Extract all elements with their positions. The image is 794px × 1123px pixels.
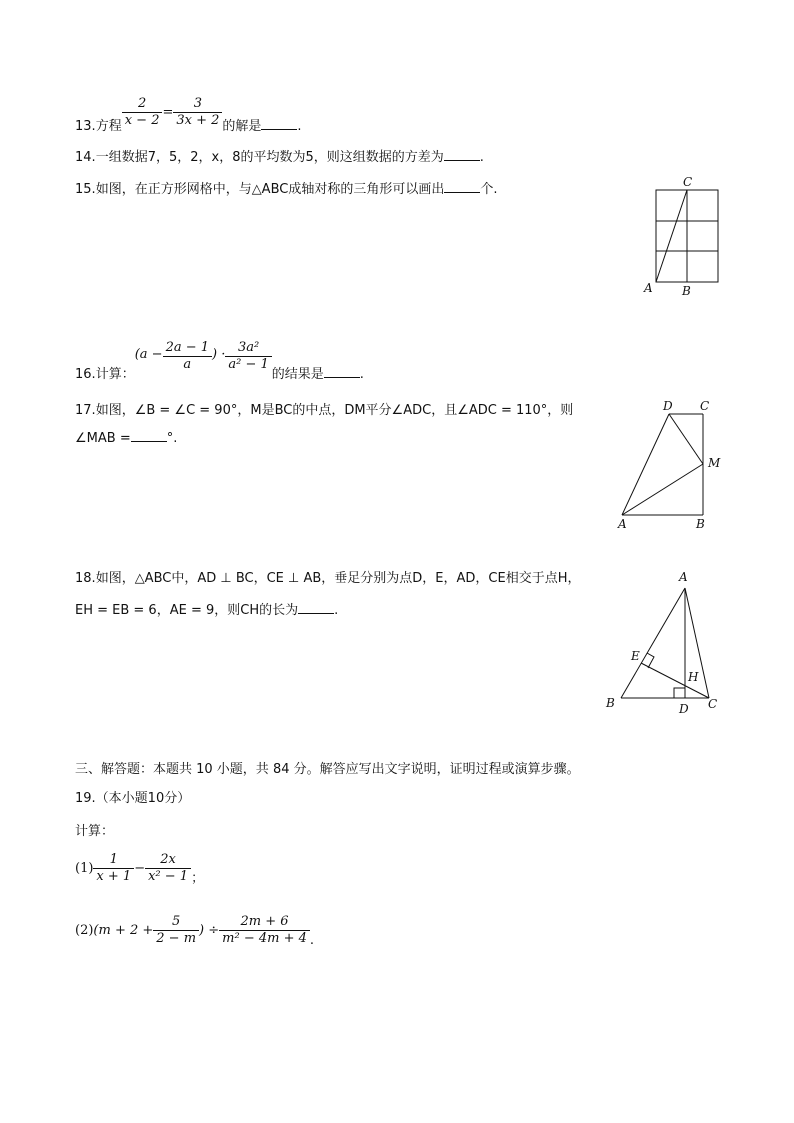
- q17-text-line-1: 如图，∠B = ∠C = 90°，M是BC的中点，DM平分∠ADC，且∠ADC = 110°，则: [95, 403, 574, 418]
- q19-p2-label: (2): [75, 923, 94, 938]
- q16-fraction-2: [225, 340, 271, 373]
- q15-label-b: B: [682, 284, 691, 298]
- q17-answer-blank: [131, 431, 167, 442]
- q18-right-angle-e: [647, 653, 654, 668]
- question-14: [75, 146, 484, 165]
- q18-label-e: E: [631, 649, 640, 663]
- q17-label-m: M: [708, 456, 721, 470]
- q16-answer-blank: [324, 367, 360, 378]
- q18-label-d: D: [679, 702, 689, 716]
- q19-p2-open: (m + 2 +: [93, 923, 154, 938]
- q15-grid-figure: [640, 170, 730, 300]
- question-17-line-1: [75, 399, 573, 418]
- q17-suffix: °.: [166, 431, 178, 446]
- q17-label-a: A: [618, 517, 627, 531]
- q13-number: 13.: [75, 119, 96, 134]
- q18-label-a: A: [679, 570, 688, 584]
- q16-suffix: 的结果是: [271, 367, 324, 382]
- q19-p1-end: ；: [191, 871, 205, 886]
- q19-p1-f2-numerator: 2x: [145, 852, 191, 869]
- q19-header: 19.（本小题10分）: [75, 791, 191, 806]
- q19-p1-fraction-2: [145, 852, 191, 885]
- q19-p1-f1-numerator: 1: [93, 852, 134, 869]
- q16-f2-numerator: 3a²: [225, 340, 271, 357]
- section-3-heading: 三、解答题：本题共 10 小题，共 84 分。解答应写出文字说明，证明过程或演算步骤。: [75, 762, 580, 777]
- q19-p2-f1-denominator: 2 − m: [156, 931, 197, 946]
- q18-text-line-2: EH = EB = 6，AE = 9，则CH的长为: [75, 603, 299, 618]
- q18-label-c: C: [708, 697, 718, 711]
- q19-p2-fraction-2: [219, 914, 310, 947]
- q19-p1-f2-denominator: x² − 1: [148, 869, 189, 884]
- q18-answer-blank: [298, 603, 334, 614]
- q19-p1-f1-denominator: x + 1: [96, 869, 132, 884]
- q13-end: .: [297, 119, 302, 134]
- q15-label-a: A: [644, 281, 653, 295]
- q14-answer-blank: [444, 150, 480, 161]
- q15-text: 如图，在正方形网格中，与△ABC成轴对称的三角形可以画出: [95, 182, 445, 197]
- q19-p2-fraction-1: [153, 914, 199, 947]
- q15-label-c: C: [683, 175, 693, 189]
- q19-p2-f2-denominator: m² − 4m + 4: [222, 931, 307, 946]
- q19-part-2: [75, 914, 314, 947]
- q16-end: .: [359, 367, 364, 382]
- question-13: [75, 96, 302, 134]
- q17-segment-dm: [669, 414, 703, 464]
- q16-f1-numerator: 2a − 1: [163, 340, 212, 357]
- q16-fraction-1: [163, 340, 212, 373]
- q16-paren-close: ) ·: [212, 347, 226, 362]
- q18-right-angle-d: [674, 688, 685, 698]
- q15-segment-ac: [656, 190, 687, 282]
- q14-number: 14.: [75, 150, 96, 165]
- q14-text: 一组数据7，5，2，x，8的平均数为5，则这组数据的方差为: [95, 150, 444, 165]
- q13-lhs-fraction: [122, 96, 163, 129]
- question-16: [75, 340, 364, 382]
- q15-number: 15.: [75, 182, 96, 197]
- q19-part-1: [75, 852, 204, 885]
- q13-answer-blank: [261, 119, 297, 130]
- question-18-line-2: [75, 599, 338, 618]
- q13-rhs-numerator: 3: [173, 96, 222, 113]
- q16-f1-denominator: a: [183, 357, 192, 372]
- q17-quadrilateral-figure: [612, 396, 732, 534]
- q17-label-c: C: [700, 399, 710, 413]
- q18-number: 18.: [75, 571, 96, 586]
- q19-instruction: 计算：: [75, 824, 115, 839]
- q19-p1-fraction-1: [93, 852, 134, 885]
- q19-p2-end: .: [309, 933, 315, 948]
- q17-text-line-2: ∠MAB =: [75, 431, 131, 446]
- q13-prefix: 方程: [95, 119, 122, 134]
- q16-number: 16.: [75, 367, 96, 382]
- q13-rhs-fraction: [173, 96, 222, 129]
- q14-end: .: [479, 150, 484, 165]
- q18-segment-ab: [621, 588, 685, 698]
- q13-suffix: 的解是: [222, 119, 262, 134]
- q19-p1-label: (1): [75, 861, 94, 876]
- q18-label-b: B: [606, 696, 615, 710]
- q13-rhs-denominator: 3x + 2: [176, 113, 220, 128]
- q15-answer-blank: [444, 182, 480, 193]
- question-15: [75, 178, 498, 197]
- q13-lhs-numerator: 2: [122, 96, 163, 113]
- q17-label-d: D: [663, 399, 673, 413]
- q13-lhs-denominator: x − 2: [124, 113, 160, 128]
- q18-text-line-1: 如图，△ABC中，AD ⊥ BC，CE ⊥ AB，垂足分别为点D，E，AD，CE相交于点H，: [95, 571, 581, 586]
- q16-prefix: 计算：: [95, 367, 135, 382]
- q15-suffix: 个.: [480, 182, 498, 197]
- q19-p2-f2-numerator: 2m + 6: [219, 914, 310, 931]
- q16-paren-open: (a −: [134, 347, 163, 362]
- question-17-line-2: [75, 431, 177, 446]
- q16-f2-denominator: a² − 1: [228, 357, 269, 372]
- q17-label-b: B: [696, 517, 705, 531]
- question-18-line-1: [75, 567, 581, 586]
- q18-end: .: [334, 603, 339, 618]
- q19-p2-f1-numerator: 5: [153, 914, 199, 931]
- q17-number: 17.: [75, 403, 96, 418]
- q19-p2-close: ) ÷: [199, 923, 220, 938]
- q19-p1-minus: −: [134, 861, 146, 876]
- q18-segment-ce: [641, 663, 709, 698]
- q18-label-h: H: [688, 670, 699, 684]
- q18-triangle-figure: [600, 566, 730, 716]
- q13-equals: =: [162, 105, 174, 120]
